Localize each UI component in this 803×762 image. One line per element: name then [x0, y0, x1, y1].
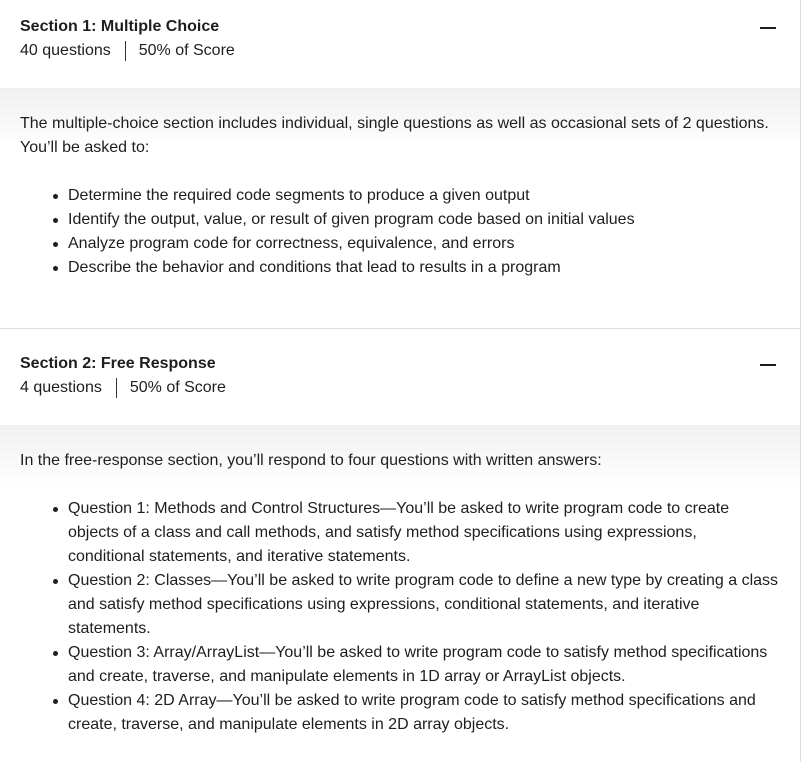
section-1-header[interactable] — [0, 0, 800, 88]
section-1-body — [0, 88, 800, 328]
section-1-intro — [20, 112, 780, 160]
section-2-title: Section 2: Free Response — [20, 355, 216, 372]
list-item-line: statements. — [68, 620, 151, 637]
section-1-meta — [20, 41, 235, 61]
section-2-score-weight: 50% of Score — [129, 379, 226, 396]
section-1-intro-line: The multiple-choice section includes individual, single questions as well as occasional sets of 2 questions. — [20, 115, 769, 132]
section-2-intro: In the free-response section, you’ll respond to four questions with written answers: — [20, 452, 602, 469]
section-1-score-weight: 50% of Score — [138, 42, 235, 59]
section-2-question-list — [20, 497, 780, 737]
section-1-collapse-button[interactable] — [760, 20, 776, 36]
list-item-line: Question 4: 2D Array—You’ll be asked to write program code to satisfy method specifications and — [68, 692, 756, 709]
list-item: Describe the behavior and conditions that lead to results in a program — [68, 256, 780, 280]
section-2-question-count: 4 questions — [20, 379, 102, 396]
list-item-line: Question 3: Array/ArrayList—You’ll be asked to write program code to satisfy method specifications — [68, 644, 768, 661]
list-item-line: create, traverse, and manipulate elements in 2D array objects. — [68, 716, 510, 733]
meta-divider — [125, 41, 126, 61]
section-1-title: Section 1: Multiple Choice — [20, 18, 220, 35]
section-1-question-count: 40 questions — [20, 42, 111, 59]
list-item-line: and create, traverse, and manipulate elements in 1D array or ArrayList objects. — [68, 668, 626, 685]
list-item: Determine the required code segments to produce a given output — [68, 184, 780, 208]
list-item-line: conditional statements, and iterative statements. — [68, 548, 411, 565]
list-item — [68, 569, 780, 641]
section-2-body — [0, 425, 800, 762]
section-1-task-list — [20, 184, 780, 280]
list-item — [68, 497, 780, 569]
list-item-line: and satisfy method specifications using expressions, conditional statements, and iterative — [68, 596, 700, 613]
section-2-meta — [20, 378, 226, 398]
list-item-line: objects of a class and call methods, and satisfy method specifications using expressions, — [68, 524, 697, 541]
section-2-header[interactable] — [0, 329, 800, 425]
section-2-collapse-button[interactable] — [760, 357, 776, 373]
list-item — [68, 641, 780, 689]
list-item-line: Question 2: Classes—You’ll be asked to write program code to define a new type by creating a class — [68, 572, 779, 589]
section-1-intro-line: You’ll be asked to: — [20, 139, 150, 156]
list-item: Identify the output, value, or result of given program code based on initial values — [68, 208, 780, 232]
list-item — [68, 689, 780, 737]
minus-icon — [760, 27, 776, 29]
list-item: Analyze program code for correctness, equivalence, and errors — [68, 232, 780, 256]
minus-icon — [760, 364, 776, 366]
list-item-line: Question 1: Methods and Control Structures—You’ll be asked to write program code to create — [68, 500, 730, 517]
meta-divider — [116, 378, 117, 398]
